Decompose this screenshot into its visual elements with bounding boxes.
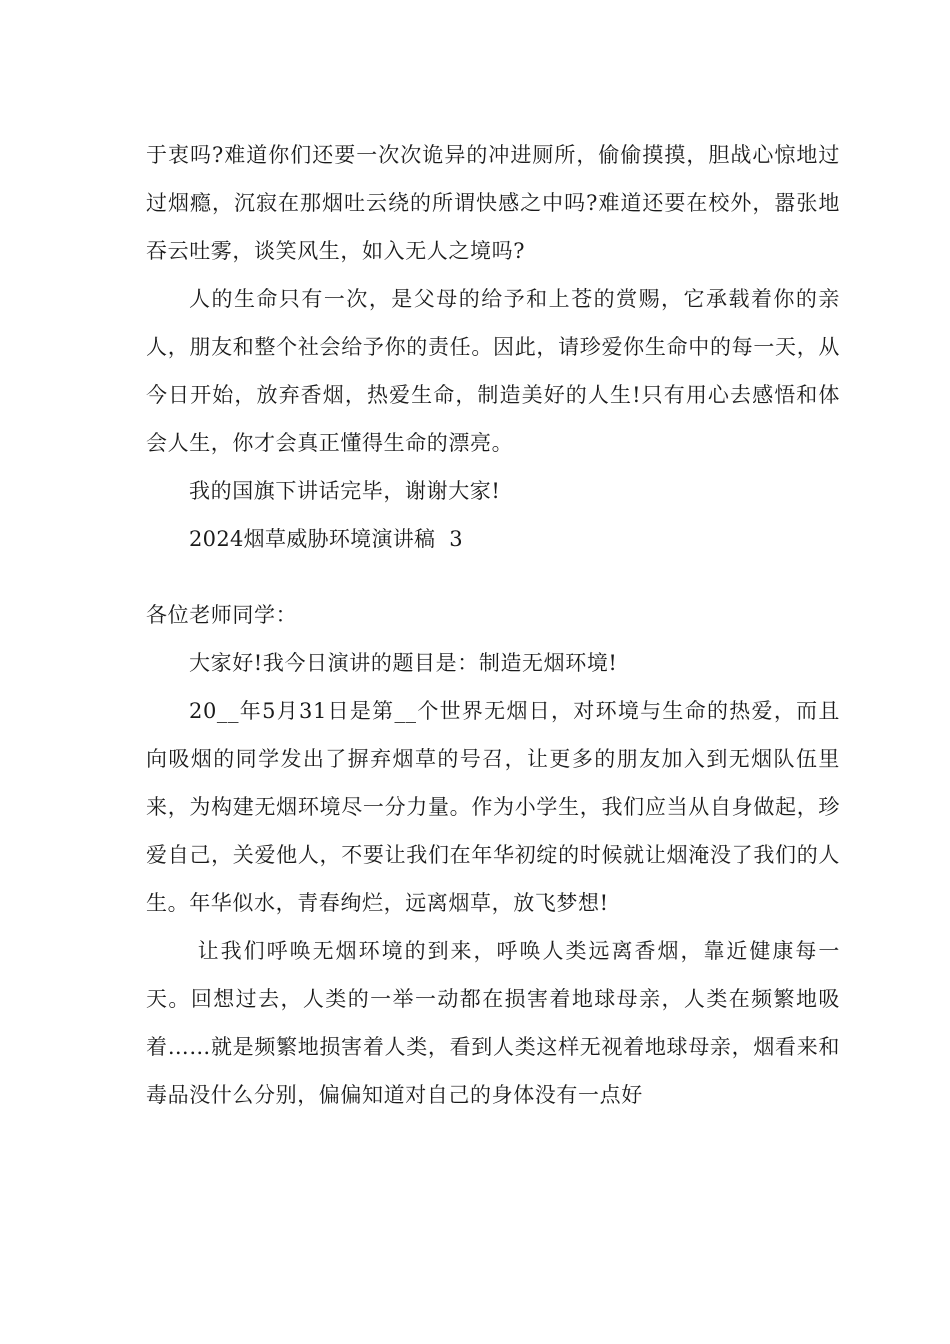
- paragraph-no-smoking-day: 20__年5月31日是第__个世界无烟日，对环境与生命的热爱，而且向吸烟的同学发出了摒弃烟草的号召，让更多的朋友加入到无烟队伍里来，为构建无烟环境尽一分力量。作为小学生，我们应当从自身做起，珍爱自己，关爱他人，不要让我们在年华初绽的时候就让烟淹没了我们的人生。年华似水，青春绚烂，远离烟草，放飞梦想!: [146, 699, 840, 915]
- salutation: 各位老师同学：: [146, 603, 298, 627]
- section-title: 2024烟草威胁环境演讲稿 3: [189, 527, 463, 551]
- paragraph-cherish-life: 人的生命只有一次，是父母的给予和上苍的赏赐，它承载着你的亲人，朋友和整个社会给予你的责任。因此，请珍爱你生命中的每一天，从今日开始，放弃香烟，热爱生命，制造美好的人生!只有用心去感悟和体会人生，你才会真正懂得生命的漂亮。: [146, 287, 840, 455]
- paragraph-greeting: 大家好!我今日演讲的题目是：制造无烟环境!: [189, 651, 618, 675]
- paragraph-continued: 于衷吗?难道你们还要一次次诡异的冲进厕所，偷偷摸摸，胆战心惊地过过烟瘾，沉寂在那烟吐云绕的所谓快感之中吗?难道还要在校外，嚣张地吞云吐雾，谈笑风生，如入无人之境吗?: [146, 143, 840, 263]
- paragraph-closing: 我的国旗下讲话完毕，谢谢大家!: [189, 479, 501, 503]
- paragraph-call-for-action: 让我们呼唤无烟环境的到来，呼唤人类远离香烟，靠近健康每一天。回想过去，人类的一举一动都在损害着地球母亲，人类在频繁地吸着……就是频繁地损害着人类，看到人类这样无视着地球母亲，烟看来和毒品没什么分别，偏偏知道对自己的身体没有一点好: [146, 939, 840, 1107]
